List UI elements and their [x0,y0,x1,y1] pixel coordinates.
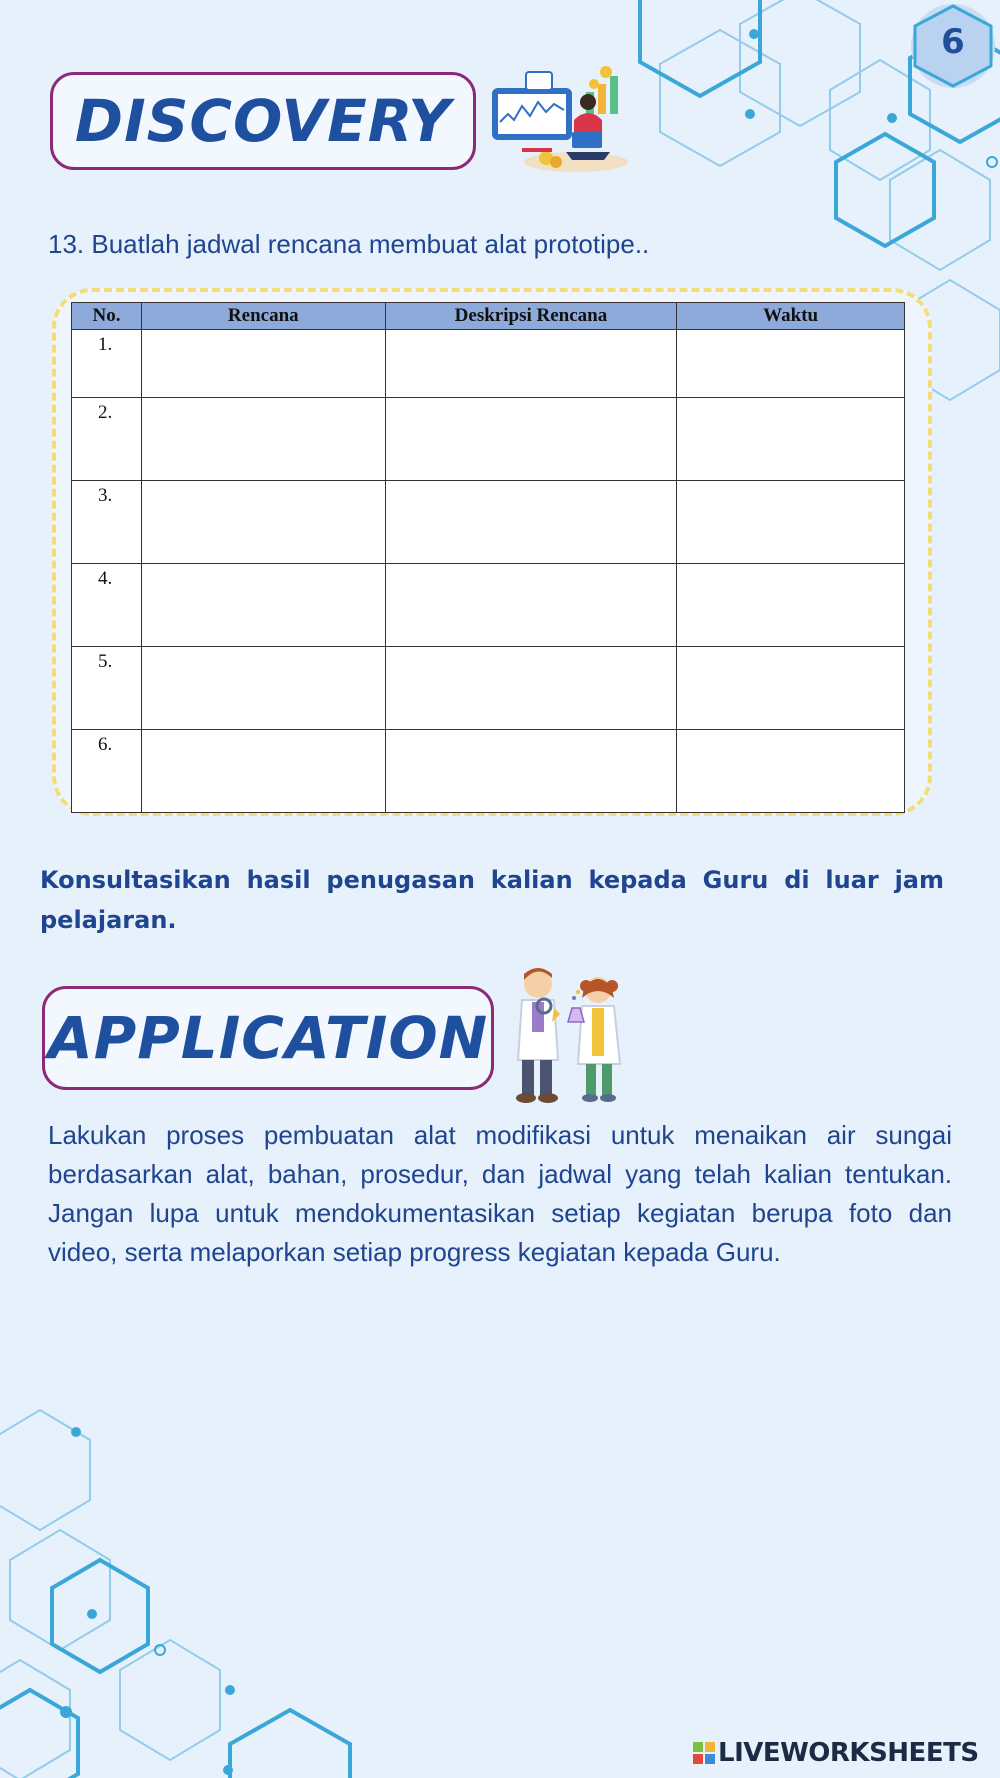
deskripsi-cell[interactable] [385,730,677,813]
header-waktu: Waktu [677,303,905,330]
discovery-heading-box [50,72,476,170]
row-number: 3. [72,481,142,564]
application-instructions: Lakukan proses pembuatan alat modifikasi untuk menaikan air sungai berdasarkan alat, bahan, prosedur, dan jadwal yang telah kalian tentukan. Jangan lupa untuk mendokumentasikan setiap kegiatan berupa foto dan video, serta melaporkan setiap progress kegiatan kepada Guru. [48,1120,952,1267]
deskripsi-cell[interactable] [385,481,677,564]
data-analyst-illustration [486,62,636,174]
deskripsi-cell[interactable] [385,564,677,647]
table-row [72,647,905,730]
kid-scientists-illustration [494,964,644,1106]
table-row [72,330,905,398]
table-row [72,481,905,564]
table-row [72,564,905,647]
row-number: 6. [72,730,142,813]
page-number: 6 [941,22,965,62]
table-row [72,398,905,481]
rencana-cell[interactable] [141,647,385,730]
discovery-heading: DISCOVERY [74,87,452,155]
row-number: 1. [72,330,142,398]
deskripsi-cell[interactable] [385,398,677,481]
liveworksheets-logo-icon [693,1742,715,1764]
brand-text: LIVEWORKSHEETS [718,1738,979,1768]
consult-note: Konsultasikan hasil penugasan kalian kepada Guru di luar jam pelajaran. [40,866,944,934]
waktu-cell[interactable] [677,481,905,564]
deskripsi-cell[interactable] [385,330,677,398]
deskripsi-cell[interactable] [385,647,677,730]
rencana-cell[interactable] [141,398,385,481]
header-rencana: Rencana [141,303,385,330]
application-heading-box [42,986,494,1090]
waktu-cell[interactable] [677,564,905,647]
waktu-cell[interactable] [677,730,905,813]
plan-schedule-table [71,302,905,813]
table-row [72,730,905,813]
application-heading: APPLICATION [47,1004,489,1072]
waktu-cell[interactable] [677,398,905,481]
liveworksheets-brand [693,1738,979,1768]
rencana-cell[interactable] [141,564,385,647]
header-deskripsi-rencana: Deskripsi Rencana [385,303,677,330]
row-number: 4. [72,564,142,647]
page-number-badge [905,4,1000,88]
header-no: No. [72,303,142,330]
waktu-cell[interactable] [677,647,905,730]
row-number: 2. [72,398,142,481]
row-number: 5. [72,647,142,730]
rencana-cell[interactable] [141,330,385,398]
waktu-cell[interactable] [677,330,905,398]
question-text: 13. Buatlah jadwal rencana membuat alat prototipe.. [48,229,650,259]
table-header-row [72,303,905,330]
rencana-cell[interactable] [141,481,385,564]
rencana-cell[interactable] [141,730,385,813]
